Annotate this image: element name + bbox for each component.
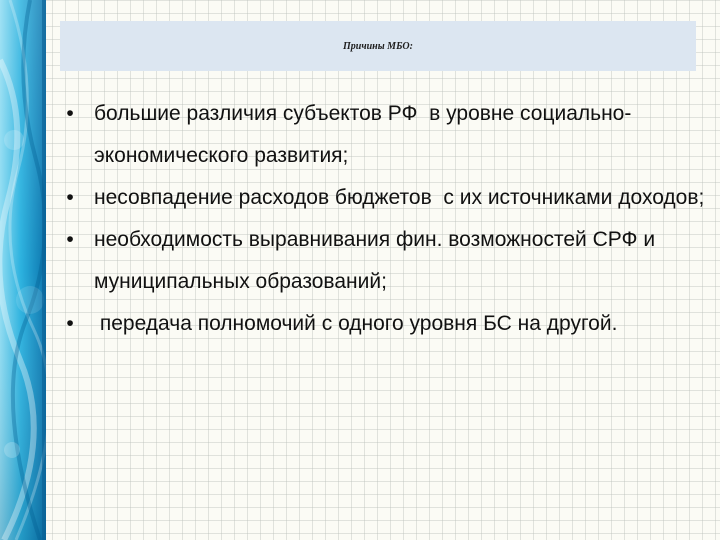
bullet-marker: •: [66, 312, 74, 335]
side-band-graphic: [0, 0, 46, 540]
bullet-marker: •: [66, 228, 74, 251]
slide-title: Причины МБО:: [343, 40, 413, 52]
side-decor-band: [0, 0, 46, 540]
bullet-marker: •: [66, 186, 74, 209]
bullet-item: [60, 177, 710, 219]
bullet-item: [60, 303, 710, 345]
bullet-text: передача полномочий с одного уровня БС на другой.: [94, 312, 618, 335]
bullet-marker: •: [66, 102, 74, 125]
bullet-text: несовпадение расходов бюджетов с их источниками доходов;: [94, 186, 705, 209]
bullet-text: большие различия субъектов РФ в уровне социально-экономического развития;: [94, 102, 632, 167]
bullet-item: [60, 93, 710, 177]
bullet-list: [60, 93, 710, 345]
bullet-text: необходимость выравнивания фин. возможностей СРФ и муниципальных образований;: [94, 228, 661, 293]
bullet-item: [60, 219, 710, 303]
title-box: [60, 21, 696, 71]
